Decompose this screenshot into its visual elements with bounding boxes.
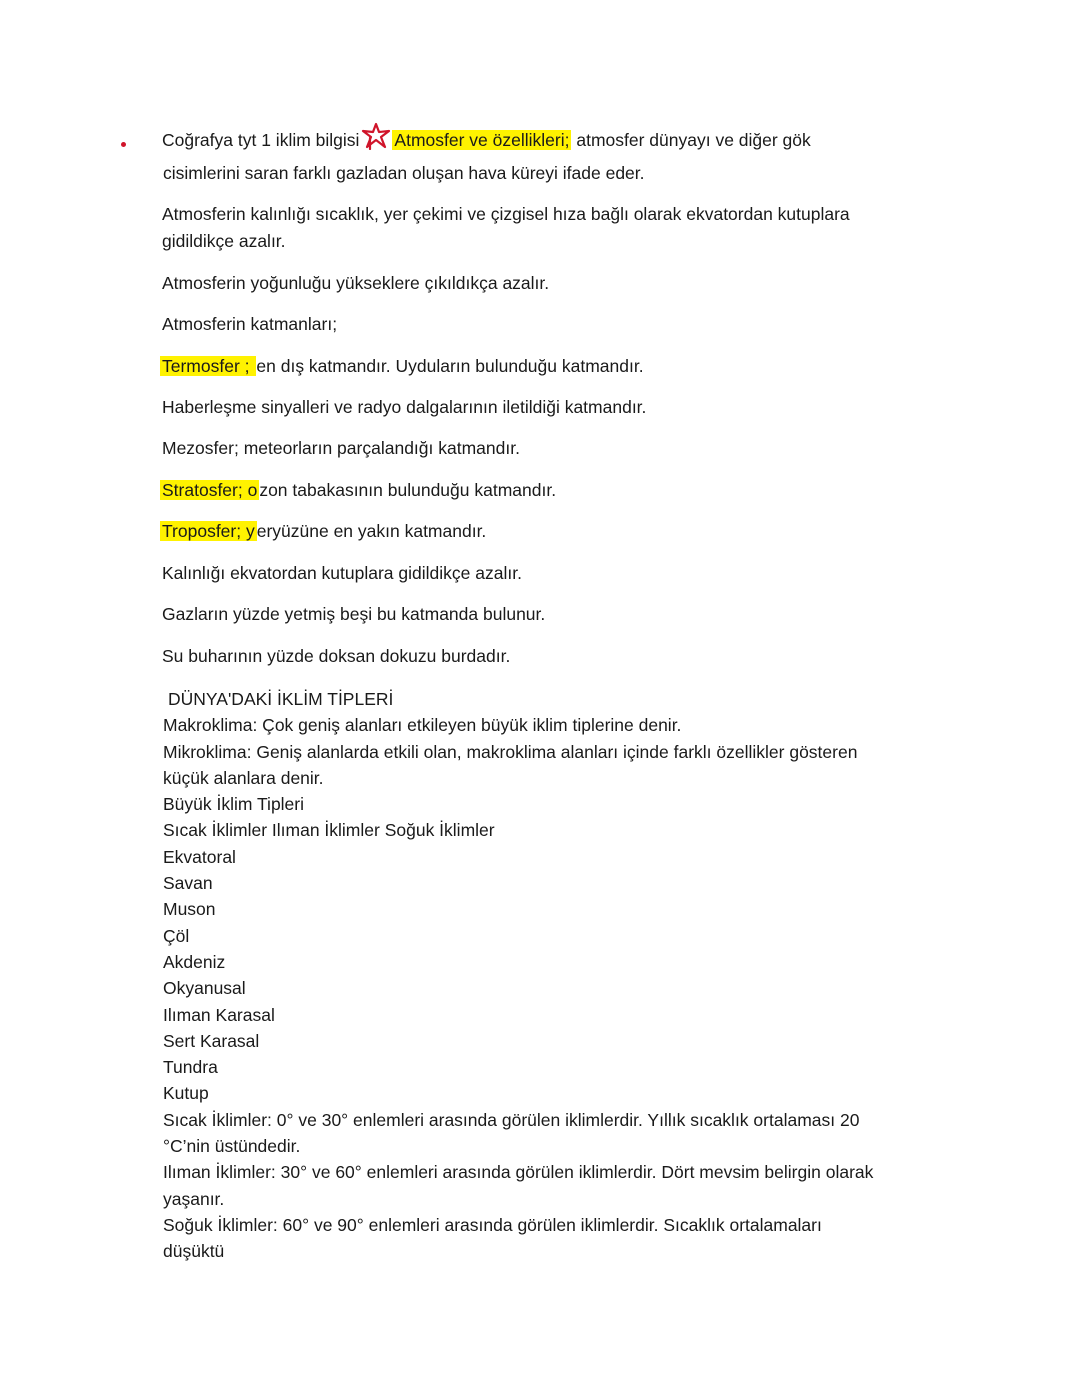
microclimate-line-1: Mikroklima: Geniş alanlarda etkili olan, makroklima alanları içinde farklı özellikler gösteren: [163, 741, 858, 762]
intro-prefix: Coğrafya tyt 1 iklim bilgisi: [162, 130, 360, 150]
thickness-line-2: gidildikçe azalır.: [162, 231, 286, 251]
big-climate-types-heading: Büyük İklim Tipleri: [163, 794, 305, 815]
cold-climates-line-1: Soğuk İklimler: 60° ve 90° enlemleri arasında görülen iklimlerdir. Sıcaklık ortalamaları: [163, 1214, 822, 1235]
cold-climates-line-2: düşüktü: [163, 1241, 225, 1262]
climate-type-item: Çöl: [163, 925, 190, 946]
stratosphere-paragraph: [162, 477, 922, 504]
communication-paragraph: Haberleşme sinyalleri ve radyo dalgalarının iletildiği katmandır.: [162, 397, 647, 417]
mesosphere-paragraph: Mezosfer; meteorların parçalandığı katmandır.: [162, 438, 520, 458]
thickness-decrease-paragraph: Kalınlığı ekvatordan kutuplara gidildikçe azalır.: [162, 563, 522, 583]
thermosphere-highlight: Termosfer ;: [162, 356, 255, 376]
climate-type-item: Muson: [163, 899, 216, 920]
climate-type-item: Savan: [163, 873, 213, 894]
hot-climates-line-2: °C’nin üstündedir.: [163, 1136, 301, 1157]
microclimate-line-2: küçük alanlara denir.: [163, 767, 324, 788]
intro-rest: atmosfer dünyayı ve diğer gök: [571, 130, 811, 150]
troposphere-text: eryüzüne en yakın katmandır.: [256, 521, 487, 541]
climate-groups-line: Sıcak İklimler Ilıman İklimler Soğuk İklimler: [163, 820, 495, 841]
thermosphere-paragraph: [162, 353, 922, 380]
mild-climates-line-2: yaşanır.: [163, 1188, 225, 1209]
climate-type-item: Ekvatoral: [163, 846, 236, 867]
hot-climates-line-1: Sıcak İklimler: 0° ve 30° enlemleri arasında görülen iklimlerdir. Yıllık sıcaklık ortalaması 20: [163, 1109, 860, 1130]
climate-section: [163, 686, 923, 1265]
climate-heading: DÜNYA'DAKİ İKLİM TİPLERİ: [168, 689, 394, 709]
climate-type-item: Okyanusal: [163, 978, 246, 999]
climate-type-item: Sert Karasal: [163, 1030, 260, 1051]
thermosphere-text: en dış katmandır. Uyduların bulunduğu katmandır.: [256, 356, 644, 376]
climate-type-item: Akdeniz: [163, 951, 226, 972]
troposphere-paragraph: [162, 518, 922, 545]
thickness-line-1: Atmosferin kalınlığı sıcaklık, yer çekimi ve çizgisel hıza bağlı olarak ekvatordan kutuplara: [162, 204, 850, 224]
red-dot-icon: [121, 142, 126, 147]
density-paragraph: Atmosferin yoğunluğu yükseklere çıkıldıkça azalır.: [162, 273, 550, 293]
intro-line-1: [162, 122, 922, 154]
layers-heading: Atmosferin katmanları;: [162, 314, 338, 334]
intro-line-2: cisimlerini saran farklı gazladan oluşan hava küreyi ifade eder.: [163, 163, 645, 183]
climate-type-item: Ilıman Karasal: [163, 1004, 275, 1025]
troposphere-highlight: Troposfer; y: [162, 521, 255, 541]
climate-type-item: Kutup: [163, 1083, 209, 1104]
star-doodle-icon: [360, 122, 392, 150]
gases-paragraph: Gazların yüzde yetmiş beşi bu katmanda bulunur.: [162, 604, 546, 624]
mild-climates-line-1: Ilıman İklimler: 30° ve 60° enlemleri arasında görülen iklimlerdir. Dört mevsim belirgin olarak: [163, 1162, 874, 1183]
water-vapor-paragraph: Su buharının yüzde doksan dokuzu burdadır.: [162, 646, 511, 666]
intro-highlight: Atmosfer ve özellikleri;: [394, 130, 570, 150]
macroclimate-line: Makroklima: Çok geniş alanları etkileyen büyük iklim tiplerine denir.: [163, 715, 682, 736]
stratosphere-highlight: Stratosfer; o: [162, 480, 258, 500]
stratosphere-text: zon tabakasının bulunduğu katmandır.: [259, 480, 557, 500]
climate-type-item: Tundra: [163, 1057, 218, 1078]
